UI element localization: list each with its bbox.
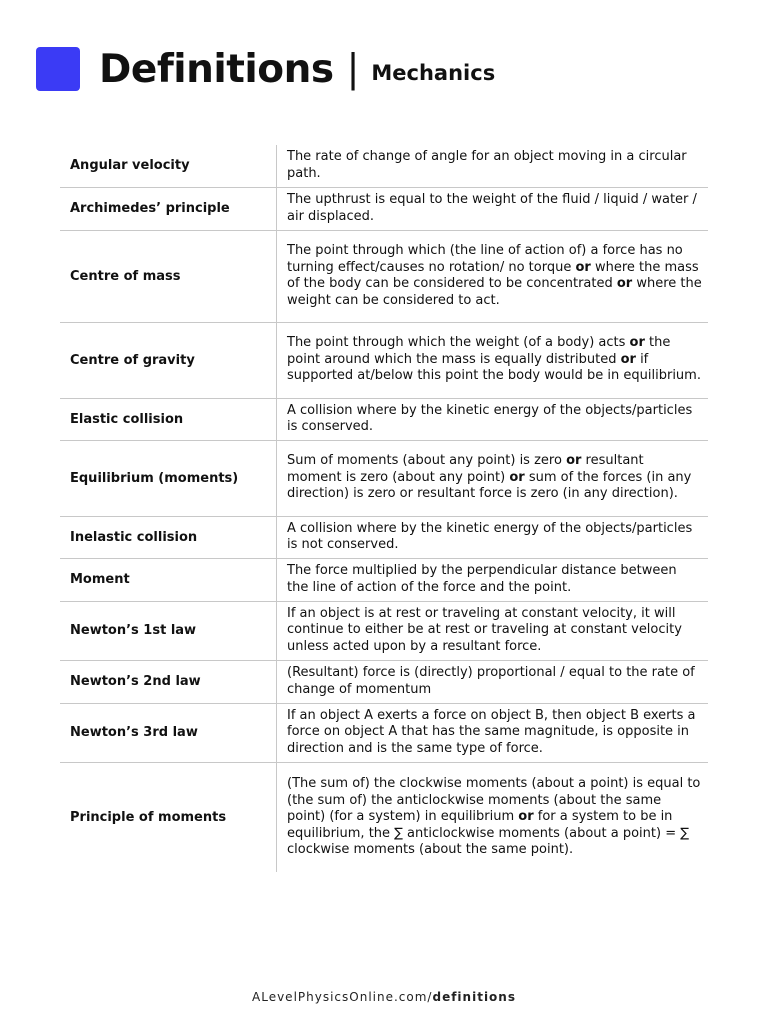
definition-text: The force multiplied by the perpendicular distance between the line of action of the force and the point. — [287, 563, 677, 595]
definition-text: A collision where by the kinetic energy of the objects/particles is not conserved. — [287, 520, 693, 552]
definition-keyword-or: or — [629, 335, 645, 351]
definition-cell — [277, 601, 709, 660]
term-cell: Inelastic collision — [70, 529, 198, 545]
definition-cell — [277, 187, 709, 230]
definition-text: resultant moment is zero (about any point) — [287, 453, 644, 485]
page-footer — [0, 990, 768, 1004]
definition-text: the point around which the mass is equally distributed — [287, 335, 671, 367]
definition-row — [60, 601, 708, 660]
definition-row — [60, 398, 708, 440]
definition-row — [60, 762, 708, 872]
definition-text: (Resultant) force is (directly) proportional / equal to the rate of change of momentum — [287, 665, 695, 697]
page-subtitle: Mechanics — [371, 60, 496, 85]
definition-row — [60, 516, 708, 558]
definition-cell — [277, 322, 709, 398]
definition-text: sum of the forces (in any direction) is zero or resultant force is zero (in any direction). — [287, 469, 692, 502]
definition-row — [60, 145, 708, 187]
definition-cell — [277, 440, 709, 516]
definition-cell — [277, 558, 709, 601]
definitions-table-body — [60, 145, 708, 872]
definition-cell — [277, 230, 709, 322]
definition-keyword-or: or — [616, 276, 633, 291]
definition-cell — [277, 660, 709, 703]
term-cell: Centre of mass — [70, 268, 181, 284]
definition-keyword-or: or — [509, 469, 525, 485]
definition-text: Sum of moments (about any point) is zero — [287, 453, 567, 469]
brand-square-icon — [36, 47, 80, 91]
definition-row — [60, 558, 708, 601]
definition-cell — [277, 516, 709, 558]
term-cell: Newton’s 2nd law — [70, 674, 201, 689]
definition-row — [60, 230, 708, 322]
definition-row — [60, 703, 708, 762]
definition-row — [60, 187, 708, 230]
definition-text: where the mass of the body can be considered to be concentrated — [287, 259, 699, 291]
definition-text: The upthrust is equal to the weight of the fluid / liquid / water / air displaced. — [287, 192, 697, 224]
term-cell: Archimedes’ principle — [70, 201, 230, 216]
definition-cell — [277, 398, 709, 440]
definitions-table — [60, 145, 708, 872]
page-title: Definitions — [99, 46, 334, 92]
definition-text: If an object A exerts a force on object B, then object B exerts a force on object A that has the same magnitude, is opposite in direction and is the same type of force. — [287, 707, 696, 756]
definition-row — [60, 322, 708, 398]
definition-text: The rate of change of angle for an object moving in a circular path. — [287, 149, 687, 181]
term-cell: Elastic collision — [70, 411, 184, 427]
definition-cell — [277, 703, 709, 762]
definition-text: A collision where by the kinetic energy of the objects/particles is conserved. — [287, 402, 693, 434]
definition-cell — [277, 145, 709, 187]
footer-site: ALevelPhysicsOnline.com/ — [252, 990, 433, 1004]
definition-text: The point through which the weight (of a body) acts — [287, 335, 630, 351]
term-cell: Centre of gravity — [70, 352, 195, 368]
definition-text: If an object is at rest or traveling at constant velocity, it will continue to either be at rest or traveling at constant velocity unless acted upon by a resultant force. — [287, 605, 682, 654]
definition-text: The point through which (the line of action of) a force has no turning effect/causes no rotation/ no torque — [287, 243, 683, 275]
footer-section: definitions — [432, 990, 516, 1004]
term-cell: Newton’s 3rd law — [70, 725, 198, 740]
term-cell: Equilibrium (moments) — [70, 470, 239, 486]
term-cell: Newton’s 1st law — [70, 623, 197, 638]
definition-row — [60, 440, 708, 516]
definition-text: (The sum of) the clockwise moments (about a point) is equal to (the sum of) the anticlockwise moments (about the same point) (for a system) in equilibrium — [287, 776, 701, 824]
definition-cell — [277, 762, 709, 872]
title-separator: | — [346, 46, 360, 90]
definition-text: if supported at/below this point the body would be in equilibrium. — [287, 351, 701, 384]
definition-text: for a system to be in equilibrium, the ∑ anticlockwise moments (about a point) = ∑ clockwise moments (about the same point). — [287, 809, 689, 857]
definition-keyword-or: or — [518, 809, 534, 824]
definition-row — [60, 660, 708, 703]
page-header — [36, 44, 495, 94]
definition-keyword-or: or — [566, 453, 582, 469]
term-cell: Angular velocity — [70, 158, 190, 174]
definition-keyword-or: or — [575, 259, 591, 275]
term-cell: Principle of moments — [70, 809, 227, 825]
definition-text: where the weight can be considered to act. — [287, 276, 702, 308]
term-cell: Moment — [70, 572, 130, 587]
definition-keyword-or: or — [620, 351, 636, 367]
